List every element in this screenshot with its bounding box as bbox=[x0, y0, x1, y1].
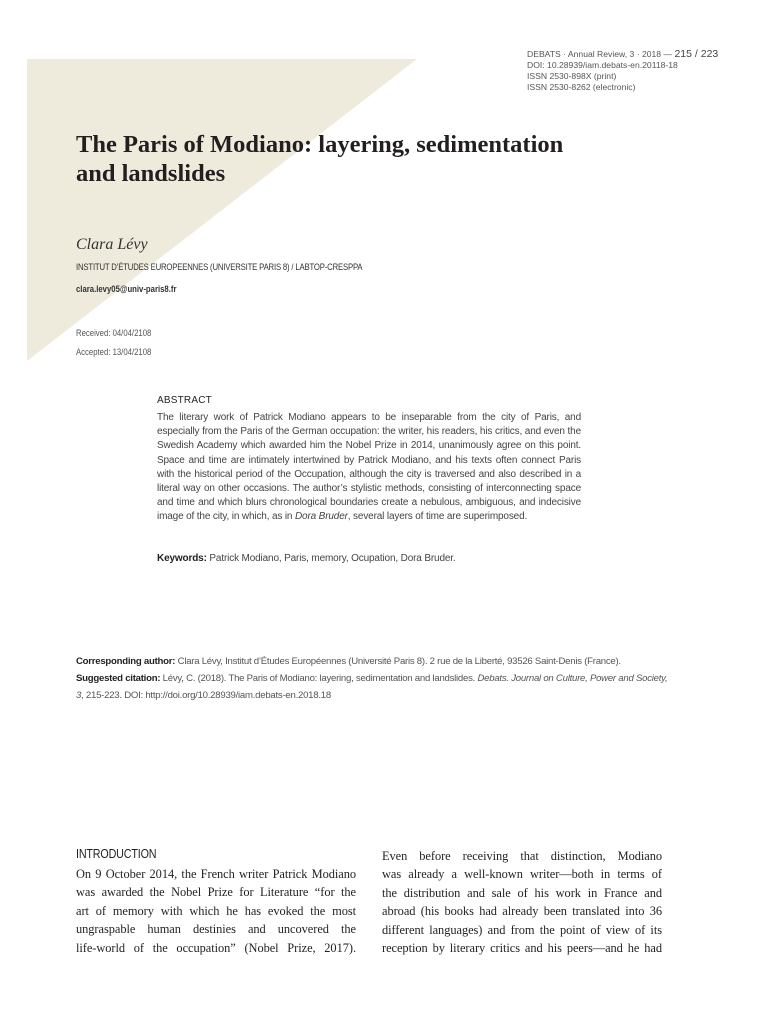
text-line: reception by literary critics and his peers—and he had bbox=[382, 941, 662, 956]
text-line: was already a well-known writer—both in terms of bbox=[382, 867, 662, 882]
journal-line bbox=[527, 49, 757, 60]
received-date: Received: 04/04/2108 bbox=[76, 328, 152, 338]
body-column-left bbox=[76, 865, 356, 957]
author-name: Clara Lévy bbox=[76, 236, 148, 253]
journal-header bbox=[527, 49, 757, 93]
corresponding-author bbox=[76, 654, 676, 671]
text-line: ungraspable human destinies and uncovered the bbox=[76, 922, 356, 937]
text-line: the distribution and sale of his work in France and bbox=[382, 885, 662, 900]
abstract-text bbox=[157, 411, 581, 525]
issn-print: ISSN 2530-898X (print) bbox=[527, 71, 617, 81]
citation-journal: Debats. Journal on Culture, Power and Society, 3 bbox=[76, 673, 668, 701]
text-line: abroad (his books had already been translated into 36 bbox=[382, 904, 662, 919]
article-title bbox=[76, 130, 636, 188]
body-column-right bbox=[382, 847, 662, 957]
section-heading-introduction: INTRODUCTION bbox=[76, 847, 157, 861]
title-line-1: The Paris of Modiano: layering, sedimentation bbox=[76, 131, 564, 158]
page-range: 215 / 223 bbox=[674, 48, 719, 60]
text-line: art of memory with which he has evoked the most bbox=[76, 903, 356, 918]
issn-electronic: ISSN 2530-8262 (electronic) bbox=[527, 82, 636, 92]
suggested-citation bbox=[76, 671, 676, 704]
text-line: life-world of the occupation” (Nobel Prize, 2017). bbox=[76, 940, 356, 955]
abstract-body-end: , several layers of time are superimposed. bbox=[347, 511, 528, 523]
journal-name: DEBATS · Annual Review, 3 · 2018 — bbox=[527, 49, 673, 59]
citation-text: Lévy, C. (2018). The Paris of Modiano: layering, sedimentation and landslides. bbox=[160, 673, 478, 684]
keywords bbox=[157, 553, 587, 564]
text-line: different languages) and from the point of view of its bbox=[382, 922, 662, 937]
citation-doi[interactable]: , 215-223. DOI: http://doi.org/10.28939/iam.debats-en.2018.18 bbox=[81, 689, 331, 701]
author-email[interactable]: clara.levy05@univ-paris8.fr bbox=[76, 284, 177, 294]
accepted-date: Accepted: 13/04/2108 bbox=[76, 347, 152, 357]
abstract-italic-title: Dora Bruder bbox=[294, 511, 348, 523]
corresponding-text: Clara Lévy, Institut d’Études Européennes (Université Paris 8). 2 rue de la Liberté, 93526 Saint-Denis (France). bbox=[175, 656, 621, 667]
abstract-body: The literary work of Patrick Modiano appears to be inseparable from the city of Paris, and especially from the Paris of the German occupation: the writer, his readers, his critics, and even the Swedish Academy which awarded him the Nobel Prize in 2014, unanimously agree on this point. Space and time are intimately intertwined by Patrick Modiano, and his texts often connect Paris with the historical period of the Occupation, although the city is traversed and also described in a literal way on other occasions. The author’s stylistic methods, consisting of interconnecting space and time and which blurs chronological boundaries create a nebulous, ambiguous, and indecisive image of the city, in which, as in bbox=[157, 412, 581, 523]
keywords-label: Keywords: bbox=[157, 553, 207, 564]
text-line: was awarded the Nobel Prize for Literature “for the bbox=[76, 885, 356, 900]
article-dates bbox=[76, 324, 151, 362]
abstract-heading: ABSTRACT bbox=[157, 395, 212, 406]
decorative-triangle bbox=[27, 59, 417, 361]
corresponding-label: Corresponding author: bbox=[76, 656, 176, 667]
author-affiliation: INSTITUT D’ÉTUDES EUROPEENNES (UNIVERSITE PARIS 8) / LABTOP-CRESPPA bbox=[76, 262, 363, 272]
text-line: Even before receiving that distinction, Modiano bbox=[382, 849, 662, 863]
text-line: On 9 October 2014, the French writer Patrick Modiano bbox=[76, 867, 356, 881]
doi: DOI: 10.28939/iam.debats-en.20118-18 bbox=[527, 60, 678, 70]
citation-label: Suggested citation: bbox=[76, 673, 161, 684]
title-line-2: and landslides bbox=[76, 160, 226, 187]
keywords-list: Patrick Modiano, Paris, memory, Ocupation, Dora Bruder. bbox=[206, 553, 456, 564]
